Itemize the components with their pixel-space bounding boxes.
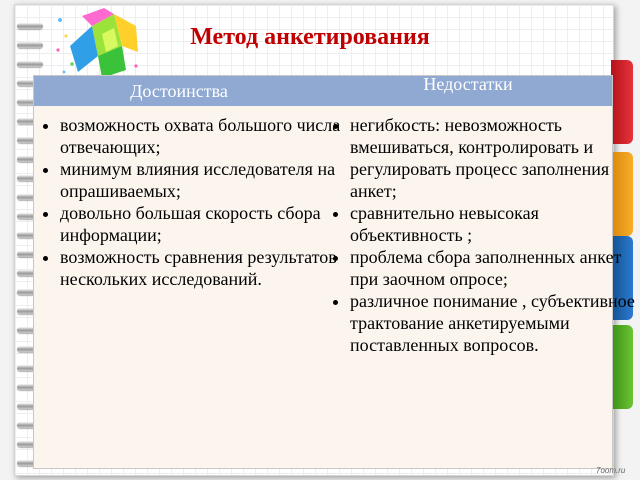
list-item: • проблема сбора заполненных анкет при заочном опросе; — [350, 246, 636, 290]
list-item: • негибкость: невозможность вмешиваться, контролировать и регулировать процесс заполнения анкет; — [350, 114, 636, 202]
watermark: 7oom.ru — [596, 466, 626, 475]
list-item: • возможность охвата большого числа отвечающих; — [60, 114, 342, 158]
comparison-table — [33, 74, 635, 469]
header-advantages: Достоинства — [130, 81, 228, 101]
disadvantages-list — [324, 114, 636, 356]
list-item: • минимум влияния исследователя на опрашиваемых; — [60, 158, 342, 202]
slide-title: Метод анкетирования — [190, 24, 430, 50]
crystal-cube-logo-icon — [52, 6, 144, 80]
list-item: • довольно большая скорость сбора информации; — [60, 202, 342, 246]
table-header-row — [34, 76, 612, 106]
list-item: • сравнительно невысокая объективность ; — [350, 202, 636, 246]
advantages-list — [34, 114, 342, 290]
list-item: • различное понимание , субъективное трактование анкетируемыми поставленных вопросов. — [350, 290, 636, 356]
header-disadvantages: Недостатки — [423, 74, 513, 94]
list-item: • возможность сравнения результатов нескольких исследований. — [60, 246, 342, 290]
